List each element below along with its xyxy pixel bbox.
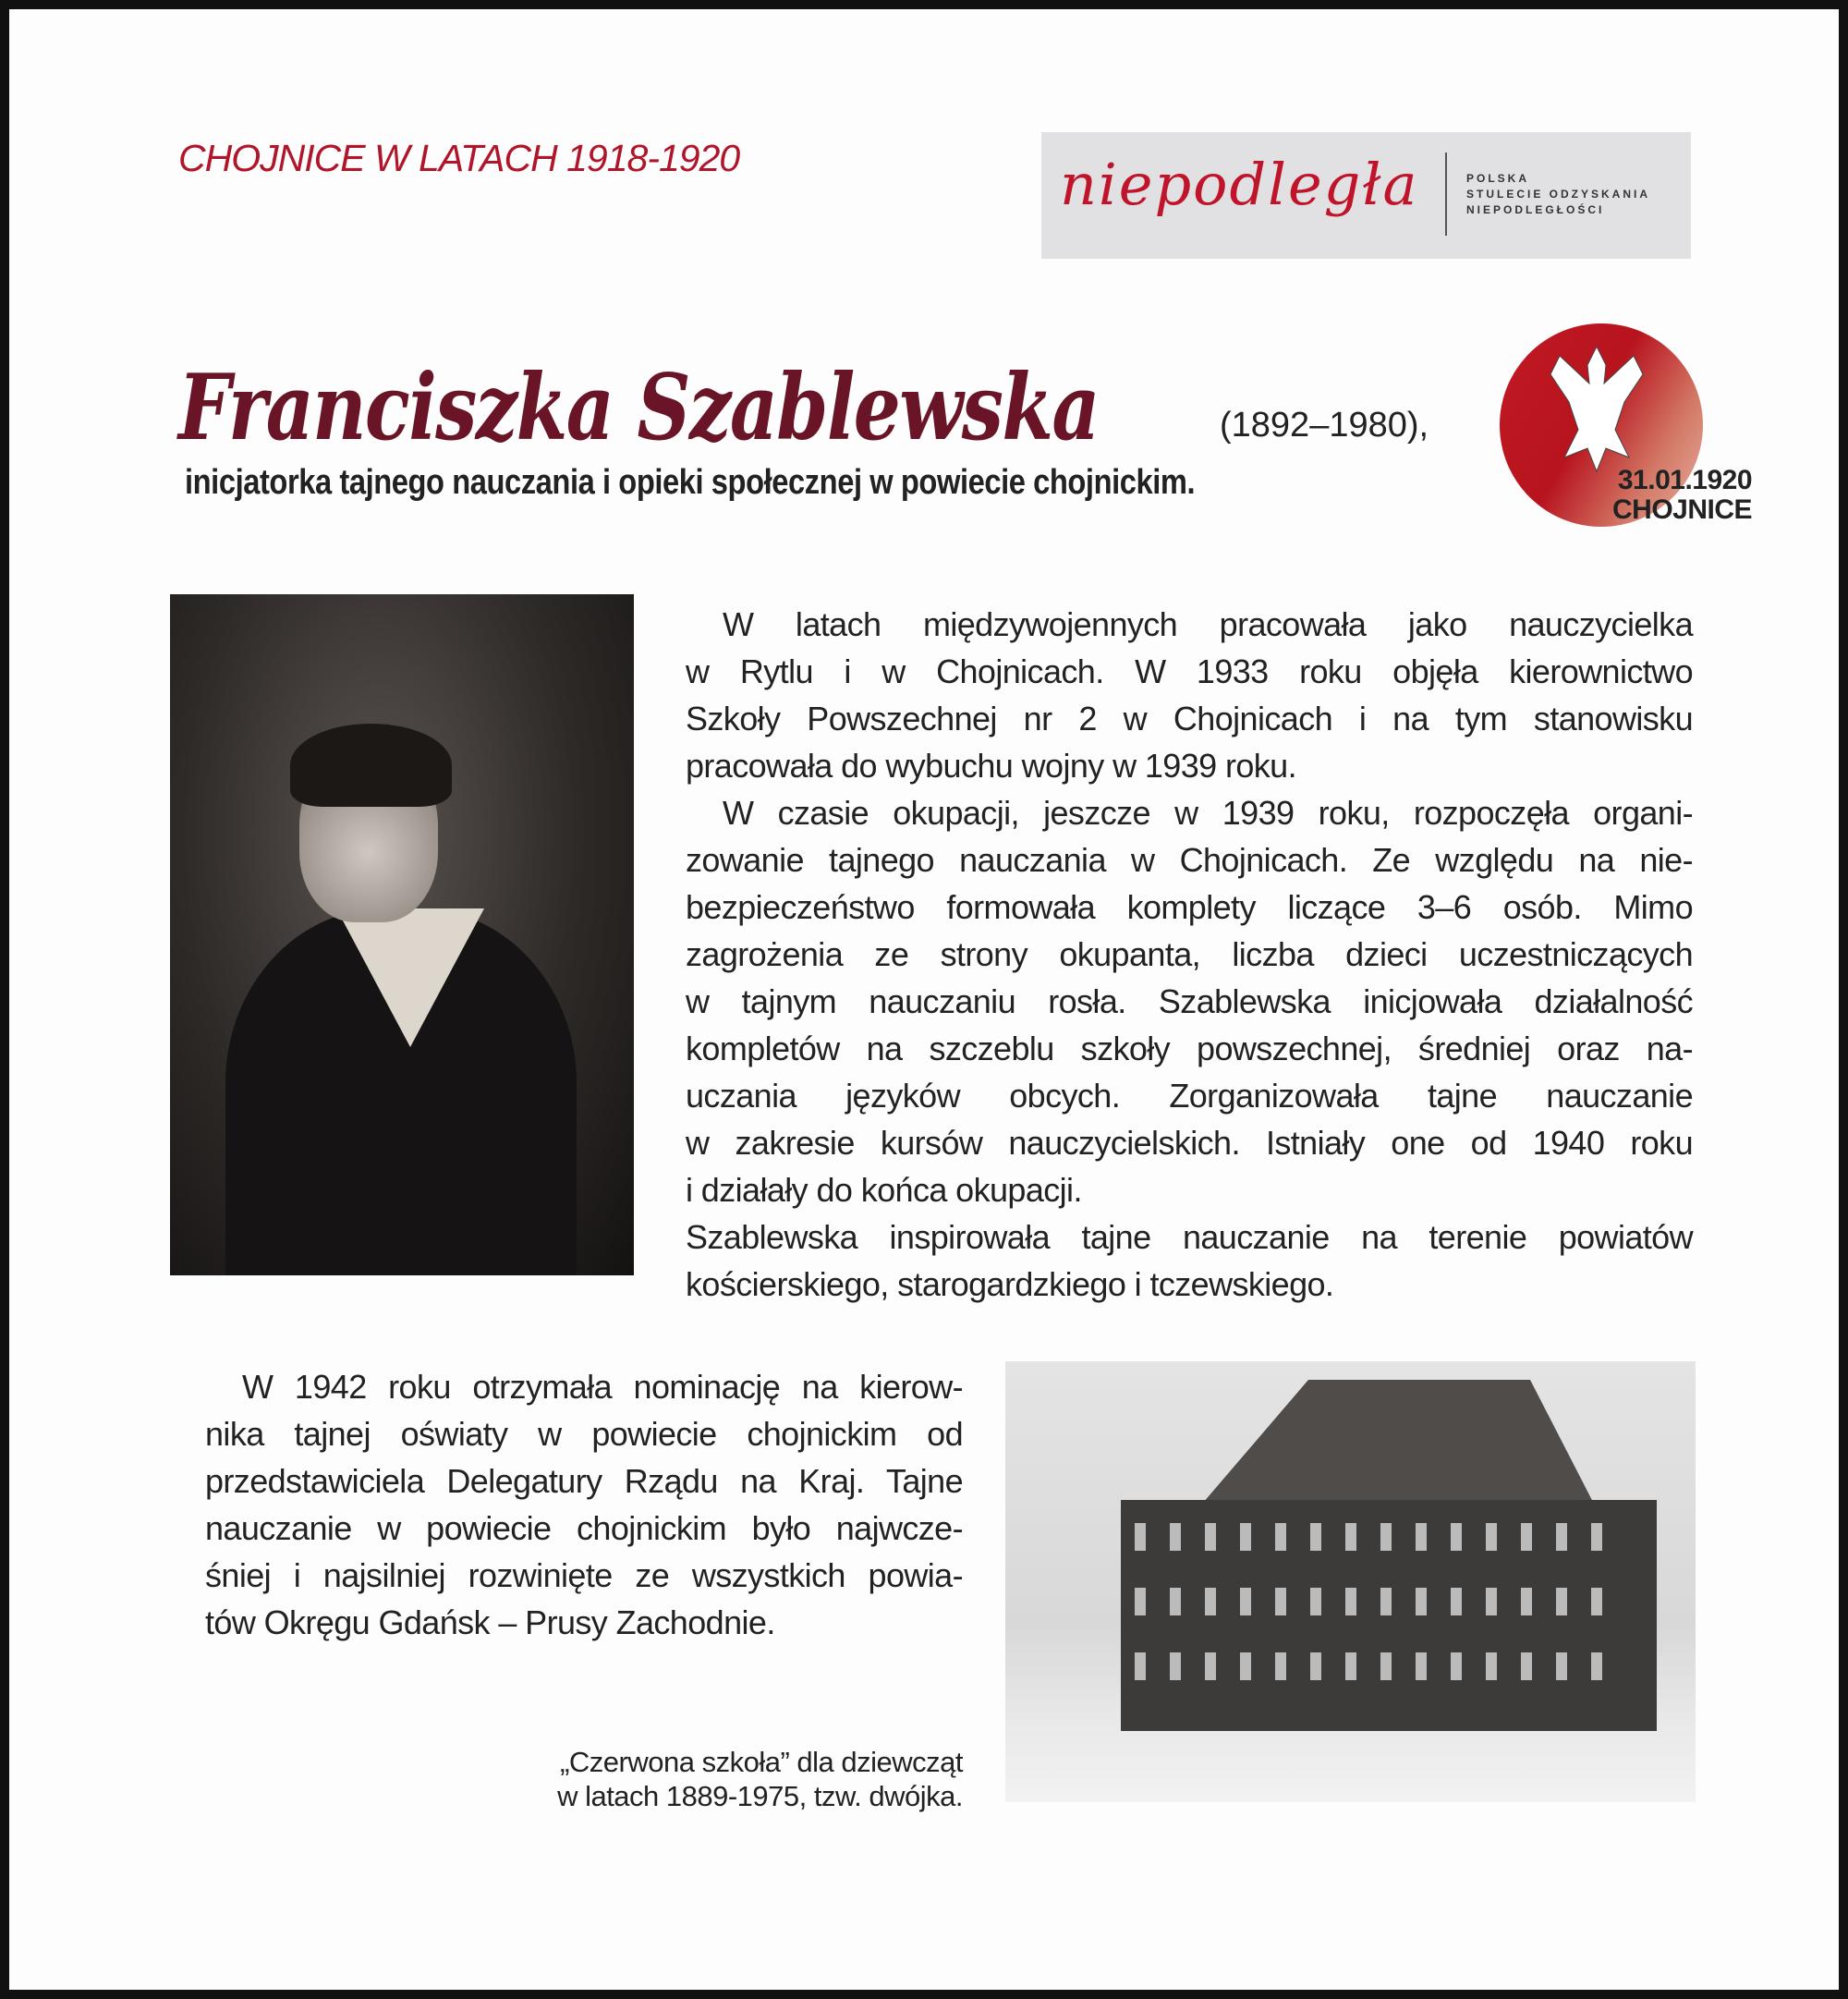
building-window xyxy=(1416,1588,1427,1615)
text-line: uczania języków obcych. Zorganizowała tajne nauczanie xyxy=(686,1077,1693,1115)
school-building-photo xyxy=(1005,1361,1696,1802)
logo-script: niepodległa xyxy=(1060,151,1419,218)
building-window xyxy=(1170,1523,1181,1551)
text-line: zowanie tajnego nauczania w Chojnicach. Ze względu na nie- xyxy=(686,841,1693,879)
text-line: przedstawiciela Delegatury Rządu na Kraj. Tajne xyxy=(205,1462,963,1500)
biography-text xyxy=(686,601,1693,1308)
logo-line: NIEPODLEGŁOŚCI xyxy=(1466,203,1605,216)
building-window xyxy=(1135,1588,1146,1615)
building-window xyxy=(1135,1652,1146,1680)
page-title: Franciszka Szablewska xyxy=(178,355,1099,461)
building-window xyxy=(1521,1652,1532,1680)
portrait-photo xyxy=(170,594,634,1275)
text-line: kompletów na szczeblu szkoły powszechnej, średniej oraz na- xyxy=(686,1030,1693,1067)
text-line: nika tajnej oświaty w powiecie chojnickim od xyxy=(205,1415,963,1453)
building-window xyxy=(1380,1523,1392,1551)
text-line: Szablewska inspirowała tajne nauczanie na terenie powiatów xyxy=(686,1218,1693,1256)
caption-line: w latach 1889-1975, tzw. dwójka. xyxy=(557,1780,963,1812)
portrait-collar xyxy=(336,908,484,1047)
badge-date: 31.01.1920 xyxy=(1617,465,1753,495)
text-line: w tajnym nauczaniu rosła. Szablewska inicjowała działalność xyxy=(686,982,1693,1020)
badge-place: CHOJNICE xyxy=(1612,494,1753,525)
text-line: bezpieczeństwo formowała komplety liczące 3–6 osób. Mimo xyxy=(686,888,1693,926)
building-window xyxy=(1486,1652,1497,1680)
building-window xyxy=(1345,1588,1356,1615)
building-window xyxy=(1416,1523,1427,1551)
building-window xyxy=(1205,1523,1216,1551)
text-line: W latach międzywojennych pracowała jako nauczycielka xyxy=(723,605,1693,643)
text-line: i działały do końca okupacji. xyxy=(686,1171,1082,1209)
text-line: tów Okręgu Gdańsk – Prusy Zachodnie. xyxy=(205,1603,775,1641)
logo-line: STULECIE ODZYSKANIA xyxy=(1466,188,1651,201)
logo-text xyxy=(1466,171,1650,218)
building-window xyxy=(1591,1652,1602,1680)
caption-line: „Czerwona szkoła” dla dziewcząt xyxy=(560,1746,963,1778)
building-window xyxy=(1556,1588,1567,1615)
building-window xyxy=(1240,1523,1251,1551)
building-window xyxy=(1275,1652,1286,1680)
building-window xyxy=(1170,1588,1181,1615)
building-window xyxy=(1205,1588,1216,1615)
niepodlegla-logo xyxy=(1041,132,1691,259)
building-window xyxy=(1416,1652,1427,1680)
text-line: nauczanie w powiecie chojnickim było najwcze- xyxy=(205,1509,963,1547)
building-window xyxy=(1310,1523,1321,1551)
building-window xyxy=(1240,1588,1251,1615)
photo-caption xyxy=(490,1745,963,1813)
text-line: Szkoły Powszechnej nr 2 w Chojnicach i na tym stanowisku xyxy=(686,700,1693,737)
nomination-text xyxy=(205,1363,963,1646)
text-line: w zakresie kursów nauczycielskich. Istniały one od 1940 roku xyxy=(686,1124,1693,1162)
text-line: W czasie okupacji, jeszcze w 1939 roku, rozpoczęła organi- xyxy=(723,794,1693,832)
building-window xyxy=(1486,1588,1497,1615)
text-line: W 1942 roku otrzymała nominację na kierow- xyxy=(242,1368,963,1406)
text-line: pracowała do wybuchu wojny w 1939 roku. xyxy=(686,747,1296,785)
building-window xyxy=(1275,1588,1286,1615)
building-window xyxy=(1556,1652,1567,1680)
building-window xyxy=(1345,1652,1356,1680)
building-window xyxy=(1486,1523,1497,1551)
building-window xyxy=(1556,1523,1567,1551)
building-window xyxy=(1345,1523,1356,1551)
building-window xyxy=(1135,1523,1146,1551)
portrait-hair xyxy=(290,724,452,807)
text-line: zagrożenia ze strony okupanta, liczba dzieci uczestniczących xyxy=(686,935,1693,973)
building-window xyxy=(1240,1652,1251,1680)
building-window xyxy=(1170,1652,1181,1680)
logo-divider xyxy=(1445,152,1447,236)
text-line: kościerskiego, starogardzkiego i tczewskiego. xyxy=(686,1265,1334,1303)
building-window xyxy=(1380,1588,1392,1615)
building-window xyxy=(1451,1523,1462,1551)
page xyxy=(9,9,1839,1990)
text-line: śniej i najsilniej rozwinięte ze wszystkich powia- xyxy=(205,1556,963,1594)
eagle-icon xyxy=(1532,337,1661,476)
building-window xyxy=(1451,1652,1462,1680)
building-window xyxy=(1521,1523,1532,1551)
building-window xyxy=(1275,1523,1286,1551)
logo-line: POLSKA xyxy=(1466,172,1530,185)
building-window xyxy=(1205,1652,1216,1680)
building-window xyxy=(1310,1652,1321,1680)
building-window xyxy=(1521,1588,1532,1615)
badge-text xyxy=(1612,466,1752,525)
series-title: CHOJNICE W LATACH 1918-1920 xyxy=(178,137,740,179)
building-roof xyxy=(1153,1380,1597,1509)
building-window xyxy=(1591,1588,1602,1615)
building-window xyxy=(1310,1588,1321,1615)
building-window xyxy=(1451,1588,1462,1615)
building-window xyxy=(1591,1523,1602,1551)
life-dates: (1892–1980), xyxy=(1220,406,1429,445)
subtitle: inicjatorka tajnego nauczania i opieki społecznej w powiecie chojnickim. xyxy=(185,463,1196,502)
building-window xyxy=(1380,1652,1392,1680)
text-line: w Rytlu i w Chojnicach. W 1933 roku objęła kierownictwo xyxy=(686,652,1693,690)
